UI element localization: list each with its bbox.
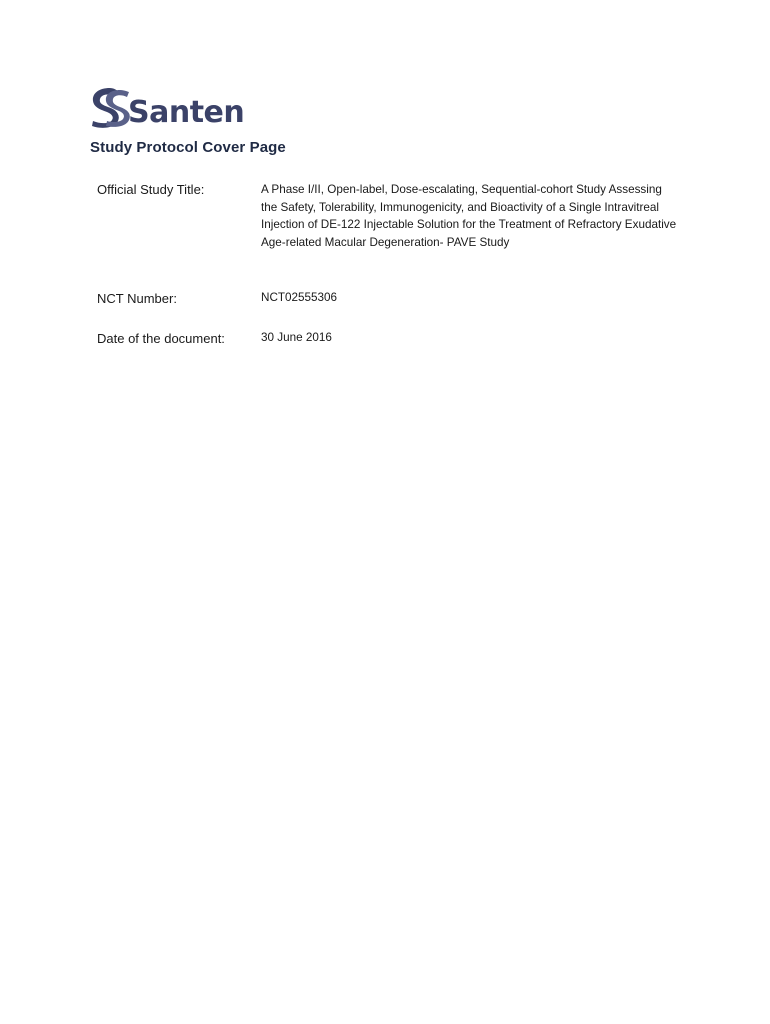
- document-date-label: Date of the document:: [97, 331, 225, 346]
- nct-number-label: NCT Number:: [97, 291, 177, 306]
- document-date-value: 30 June 2016: [261, 331, 332, 344]
- santen-logo: [88, 82, 245, 130]
- svg-text:Santen: Santen: [128, 95, 245, 130]
- nct-number-value: NCT02555306: [261, 291, 338, 304]
- study-title-row: [97, 182, 677, 251]
- study-title-value: A Phase I/II, Open-label, Dose-escalating, Sequential-cohort Study Assessing the Safety, Tolerability, Immunogenicity, and Bioactivity of a Single Intravitreal Injection of DE-122 Injectable Solution for the Treatment of Refractory Exudative Age-related Macular Degeneration- PAVE Study: [261, 183, 677, 249]
- study-title-label: Official Study Title:: [97, 182, 205, 197]
- document-date-row: [97, 331, 677, 347]
- nct-number-row: [97, 291, 677, 307]
- page-title: Study Protocol Cover Page: [90, 139, 286, 156]
